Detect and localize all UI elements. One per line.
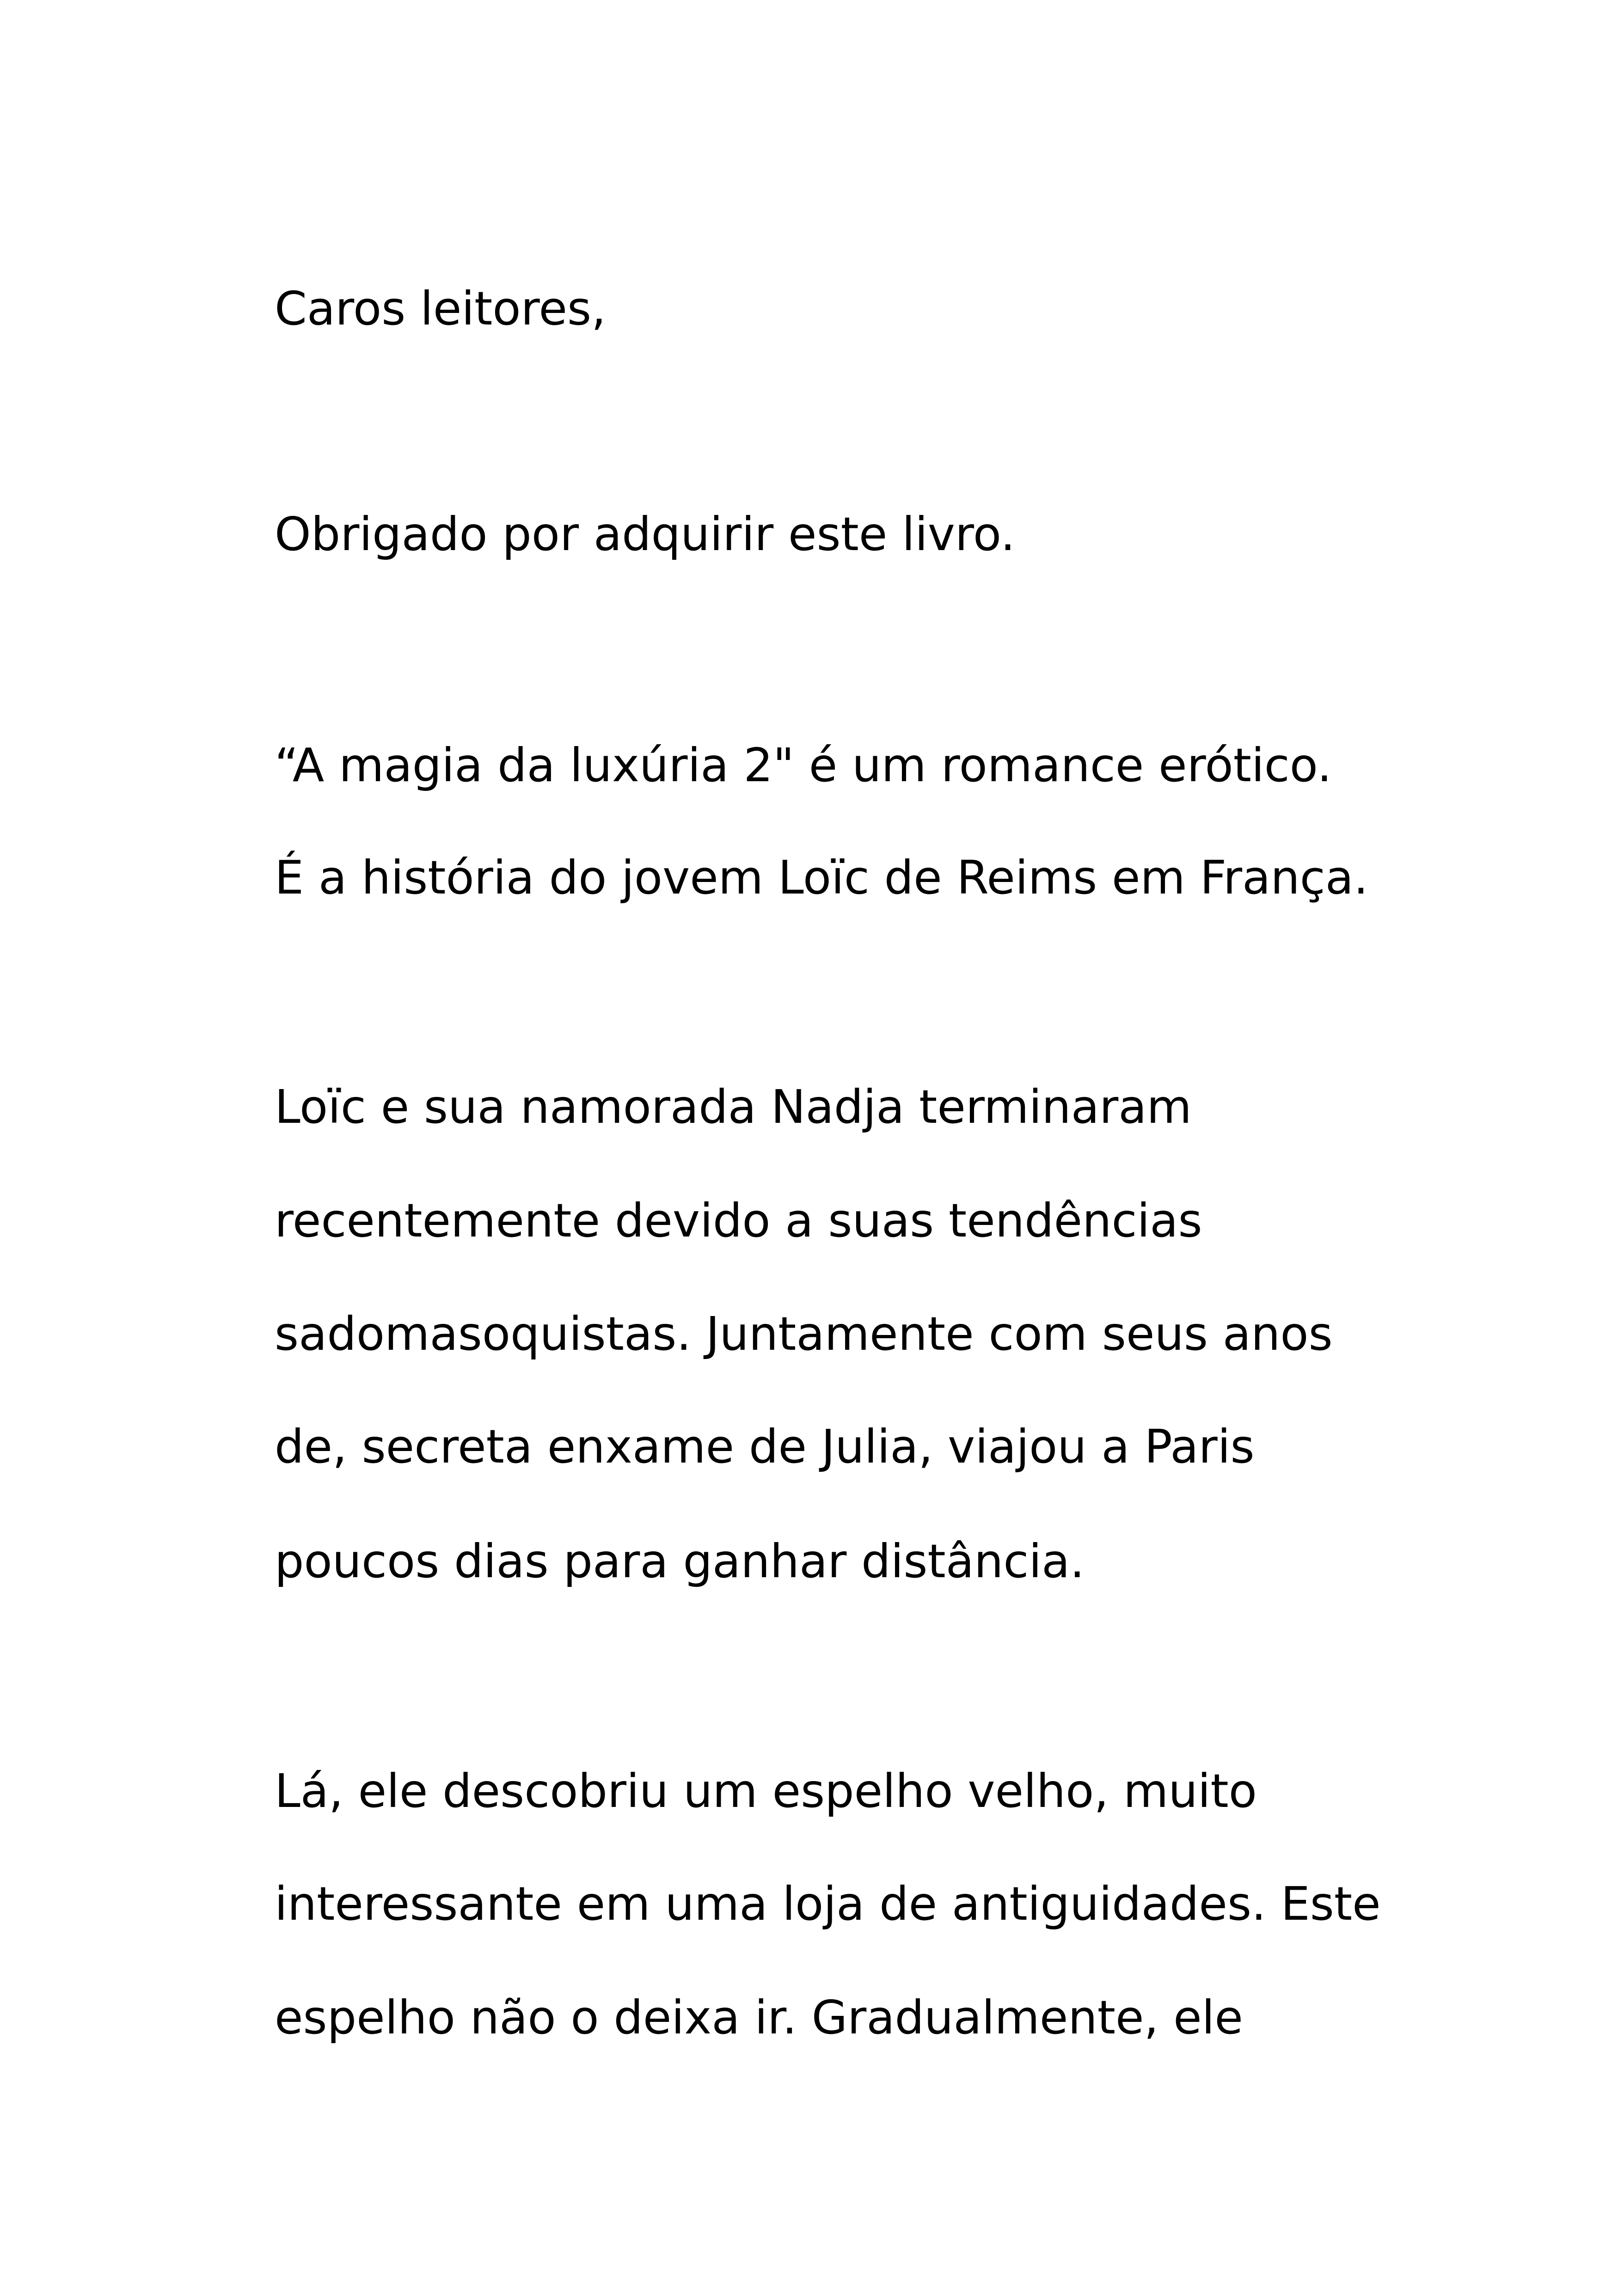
- paragraph-3-line-3: espelho não o deixa ir. Gradualmente, ele: [275, 1990, 1243, 2045]
- paragraph-2-line-3: sadomasoquistas. Juntamente com seus anos: [275, 1307, 1333, 1361]
- paragraph-3-line-2: interessante em uma loja de antiguidades. Este: [275, 1877, 1381, 1931]
- paragraph-1-line-1: “A magia da luxúria 2" é um romance erótico.: [275, 738, 1332, 792]
- paragraph-2-line-2: recentemente devido a suas tendências: [275, 1194, 1202, 1248]
- salutation: Caros leitores,: [275, 282, 606, 336]
- paragraph-2-line-4: de, secreta enxame de Julia, viajou a Paris: [275, 1420, 1255, 1474]
- paragraph-2-line-1: Loïc e sua namorada Nadja terminaram: [275, 1080, 1192, 1134]
- paragraph-2-line-5: poucos dias para ganhar distância.: [275, 1534, 1085, 1588]
- thanks-line: Obrigado por adquirir este livro.: [275, 507, 1016, 561]
- paragraph-3-line-1: Lá, ele descobriu um espelho velho, muito: [275, 1764, 1257, 1818]
- paragraph-1-line-2: É a história do jovem Loïc de Reims em França.: [275, 851, 1368, 905]
